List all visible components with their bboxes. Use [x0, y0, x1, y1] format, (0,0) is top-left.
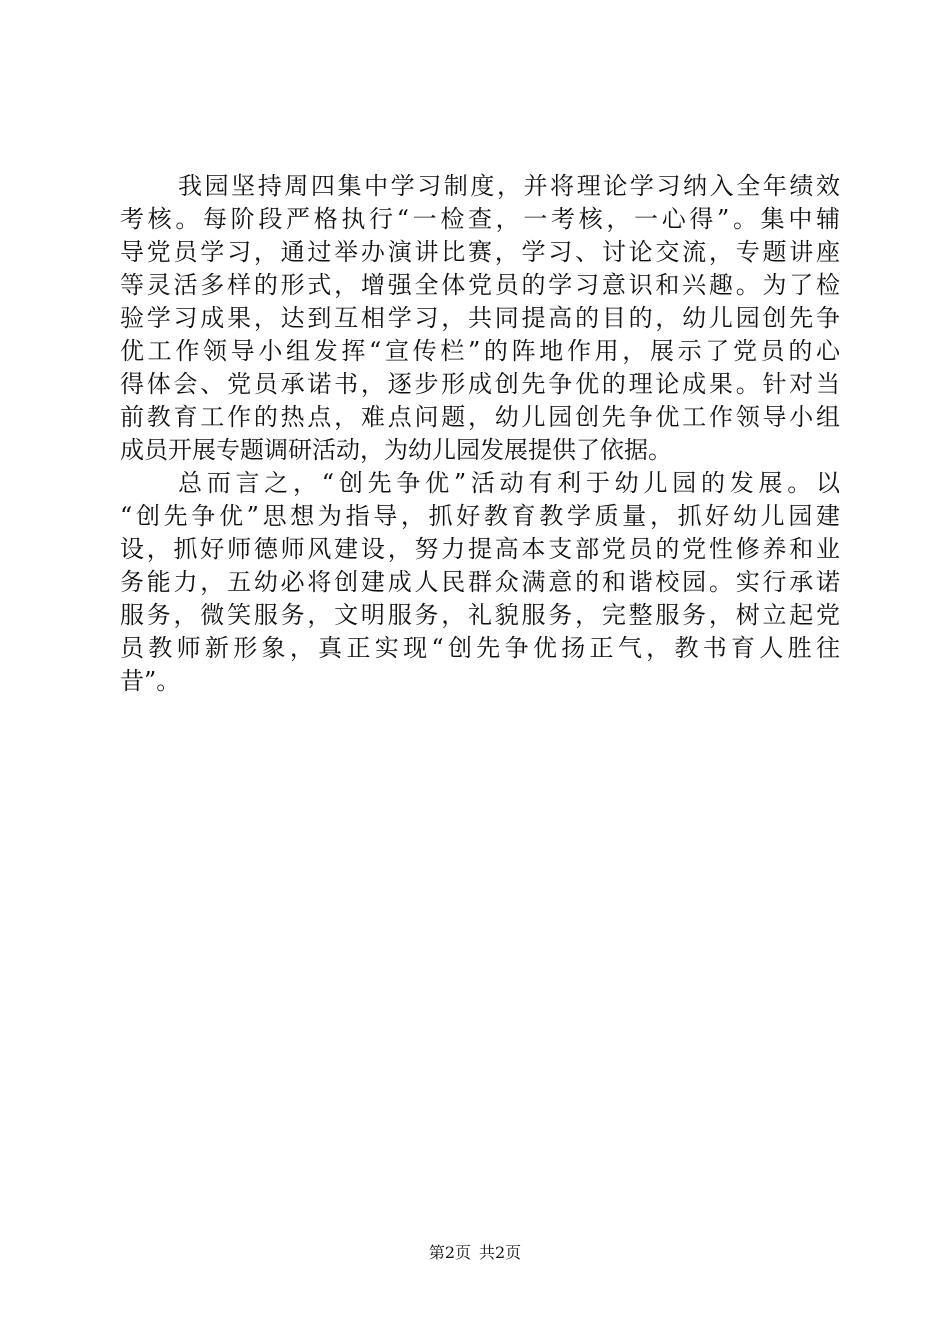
paragraph-2-line-1: 总而言之，“创先争优”活动有利于幼儿园的发展。以: [178, 469, 840, 497]
paragraph-2-line-4: 务能力，五幼必将创建成人民群众满意的和谐校园。实行承诺: [120, 568, 840, 596]
paragraph-1-line-7: 得体会、党员承诺书，逐步形成创先争优的理论成果。针对当: [120, 370, 840, 398]
paragraph-1-line-8: 前教育工作的热点，难点问题，幼儿园创先争优工作领导小组: [120, 403, 840, 431]
paragraph-2-line-7: 昔”。: [120, 667, 181, 695]
paragraph-1-line-6: 优工作领导小组发挥“宣传栏”的阵地作用，展示了党员的心: [120, 337, 840, 365]
page-total: 共2页: [479, 1243, 522, 1262]
paragraph-2-line-6: 员教师新形象，真正实现“创先争优扬正气，教书育人胜往: [120, 634, 840, 662]
paragraph-1-line-2: 考核。每阶段严格执行“一检查，一考核，一心得”。集中辅: [120, 205, 840, 233]
paragraph-2-line-2: “创先争优”思想为指导，抓好教育教学质量，抓好幼儿园建: [120, 502, 840, 530]
paragraph-1-line-5: 验学习成果，达到互相学习，共同提高的目的，幼儿园创先争: [120, 304, 840, 332]
paragraph-1-line-3: 导党员学习，通过举办演讲比赛，学习、讨论交流，专题讲座: [120, 238, 840, 266]
page-number: 第2页: [428, 1243, 471, 1262]
paragraph-2-line-5: 服务，微笑服务，文明服务，礼貌服务，完整服务，树立起党: [120, 601, 840, 629]
paragraph-1-line-4: 等灵活多样的形式，增强全体党员的学习意识和兴趣。为了检: [120, 271, 840, 299]
paragraph-2-line-3: 设，抓好师德师风建设，努力提高本支部党员的党性修养和业: [120, 535, 840, 563]
document-body: [120, 170, 840, 698]
paragraph-1-line-1: 我园坚持周四集中学习制度，并将理论学习纳入全年绩效: [178, 172, 840, 200]
paragraph-1-line-9: 成员开展专题调研活动，为幼儿园发展提供了依据。: [120, 436, 672, 464]
page-footer: [0, 1242, 950, 1264]
